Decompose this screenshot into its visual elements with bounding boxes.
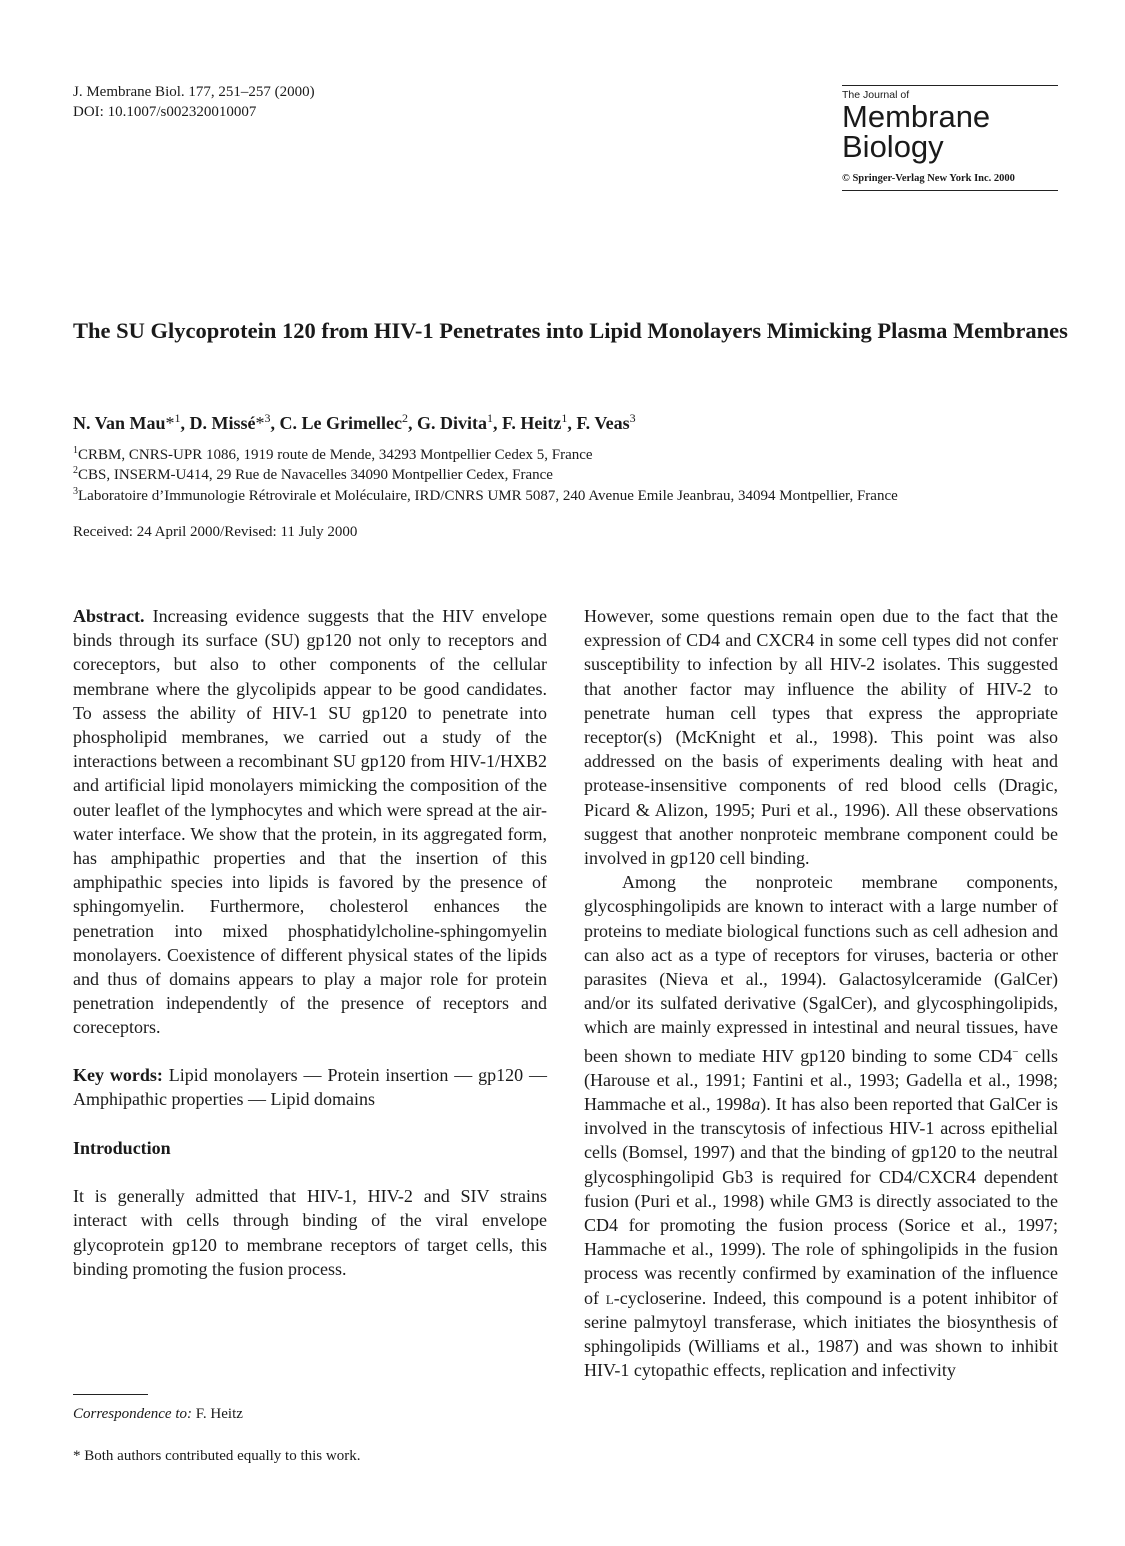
- article-title: The SU Glycoprotein 120 from HIV-1 Penetrates into Lipid Monolayers Mimicking Plasma Membranes: [73, 318, 1068, 343]
- journal-masthead: [842, 85, 1058, 191]
- author-list: [73, 411, 636, 434]
- author: D. Missé*$^3$,: [189, 411, 280, 433]
- author: F. Veas$^3$: [576, 411, 636, 433]
- footnote-rule: [73, 1394, 148, 1395]
- left-column: [73, 604, 547, 1281]
- abstract: [73, 604, 547, 1040]
- section-heading: Introduction: [73, 1138, 171, 1159]
- affiliation: $^3$Laboratoire d’Immunologie Rétrovirale et Moléculaire, IRD/CNRS UMR 5087, 240 Avenue Emile Jeanbrau, 34094 Montpellier, France: [73, 486, 898, 504]
- intro-paragraph: It is generally admitted that HIV-1, HIV-2 and SIV strains interact with cells through binding of the viral envelope glycoprotein gp120 to membrane receptors of target cells, this binding promoting the fusion process.: [73, 1186, 547, 1279]
- abstract-text: Increasing evidence suggests that the HIV envelope binds through its surface (SU) gp120 not only to receptors and coreceptors, but also to other components of the cellular membrane where the glycolipids appear to be good candidates. To assess the ability of HIV-1 SU gp120 to penetrate into phospholipid membranes, we carried out a study of the interactions between a recombinant SU gp120 from HIV-1/HXB2 and artificial lipid monolayers mimicking the composition of the outer leaflet of the lymphocytes and which were spread at the air-water interface. We show that the protein, in its aggregated form, has amphipathic properties and that the insertion of this amphipathic species into lipids is favored by the presence of sphingomyelin. Furthermore, cholesterol enhances the penetration into mixed phosphatidylcholine-sphingomyelin monolayers. Coexistence of different physical states of the lipids and thus of domains appears to play a major role for protein penetration independently of the presence of receptors and coreceptors.: [73, 606, 547, 1038]
- abstract-label: Abstract.: [73, 606, 145, 626]
- right-column: [584, 604, 1058, 1383]
- author: C. Le Grimellec$^2$,: [279, 411, 417, 433]
- affiliation: $^2$CBS, INSERM-U414, 29 Rue de Navacelles 34090 Montpellier Cedex, France: [73, 465, 553, 483]
- affiliation: $^1$CRBM, CNRS-UPR 1086, 1919 route de Mende, 34293 Montpellier Cedex 5, France: [73, 445, 593, 463]
- masthead-small: The Journal of: [842, 89, 910, 101]
- correspondence-footnote: Correspondence to: F. Heitz: [73, 1406, 243, 1422]
- doi-line: DOI: 10.1007/s002320010007: [73, 104, 257, 120]
- equal-contribution-footnote: * Both authors contributed equally to this work.: [73, 1448, 361, 1464]
- masthead-copyright: © Springer-Verlag New York Inc. 2000: [842, 173, 1015, 184]
- body-paragraph: However, some questions remain open due to the fact that the expression of CD4 and CXCR4 in some cell types did not confer susceptibility to infection by all HIV-2 isolates. This suggested that another factor may influence the ability of HIV-2 to penetrate human cell types that express the appropriate receptor(s) (McKnight et al., 1998). This point was also addressed on the basis of experiments dealing with heat and protease-insensitive components of red blood cells (Dragic, Picard & Alizon, 1995; Puri et al., 1996). All these observations suggest that another nonproteic membrane component could be involved in gp120 cell binding.: [584, 606, 1058, 869]
- keywords: [73, 1063, 547, 1111]
- author: F. Heitz$^1$,: [501, 411, 577, 433]
- keywords-text: Lipid monolayers — Protein insertion — gp120 — Amphipathic properties — Lipid domains: [73, 1064, 548, 1109]
- journal-citation: [73, 82, 315, 122]
- author: N. Van Mau*$^1$,: [73, 411, 190, 433]
- received-dates: Received: 24 April 2000/Revised: 11 July 2000: [73, 524, 358, 540]
- author: G. Divita$^1$,: [416, 411, 502, 433]
- masthead-title-line1: Membrane: [842, 99, 991, 134]
- masthead-title-line2: Biology: [842, 129, 944, 164]
- body-paragraph: Among the nonproteic membrane components, glycosphingolipids are known to interact with a large number of proteins to mediate biological functions such as cell adhesion and can also act as a type of receptors for viruses, bacteria or other parasites (Nieva et al., 1994). Galactosylceramide (GalCer) and/or its sulfated derivative (SgalCer), and glycosphingolipids, which are mainly expressed in intestinal and neural tissues, have been shown to mediate HIV gp120 binding to some CD4− cells (Harouse et al., 1991; Fantini et al., 1993; Gadella et al., 1998; Hammache et al., 1998a). It has also been reported that GalCer is involved in the transcytosis of infectious HIV-1 across epithelial cells (Bomsel, 1997) and that the binding of gp120 to the neutral glycosphingolipid Gb3 is required for CD4/CXCR4 dependent fusion (Puri et al., 1998) while GM3 is directly associated to the CD4 for promoting the fusion process (Sorice et al., 1997; Hammache et al., 1999). The role of sphingolipids in the fusion process was recently confirmed by examination of the influence of l-cycloserine. Indeed, this compound is a potent inhibitor of serine palmytoyl transferase, which initiates the biosynthesis of sphingolipids (Williams et al., 1987) and was shown to inhibit HIV-1 cytopathic effects, replication and infectivity: [584, 872, 1058, 1381]
- citation-line: J. Membrane Biol. 177, 251–257 (2000): [73, 84, 315, 100]
- keywords-label: Key words:: [73, 1064, 163, 1085]
